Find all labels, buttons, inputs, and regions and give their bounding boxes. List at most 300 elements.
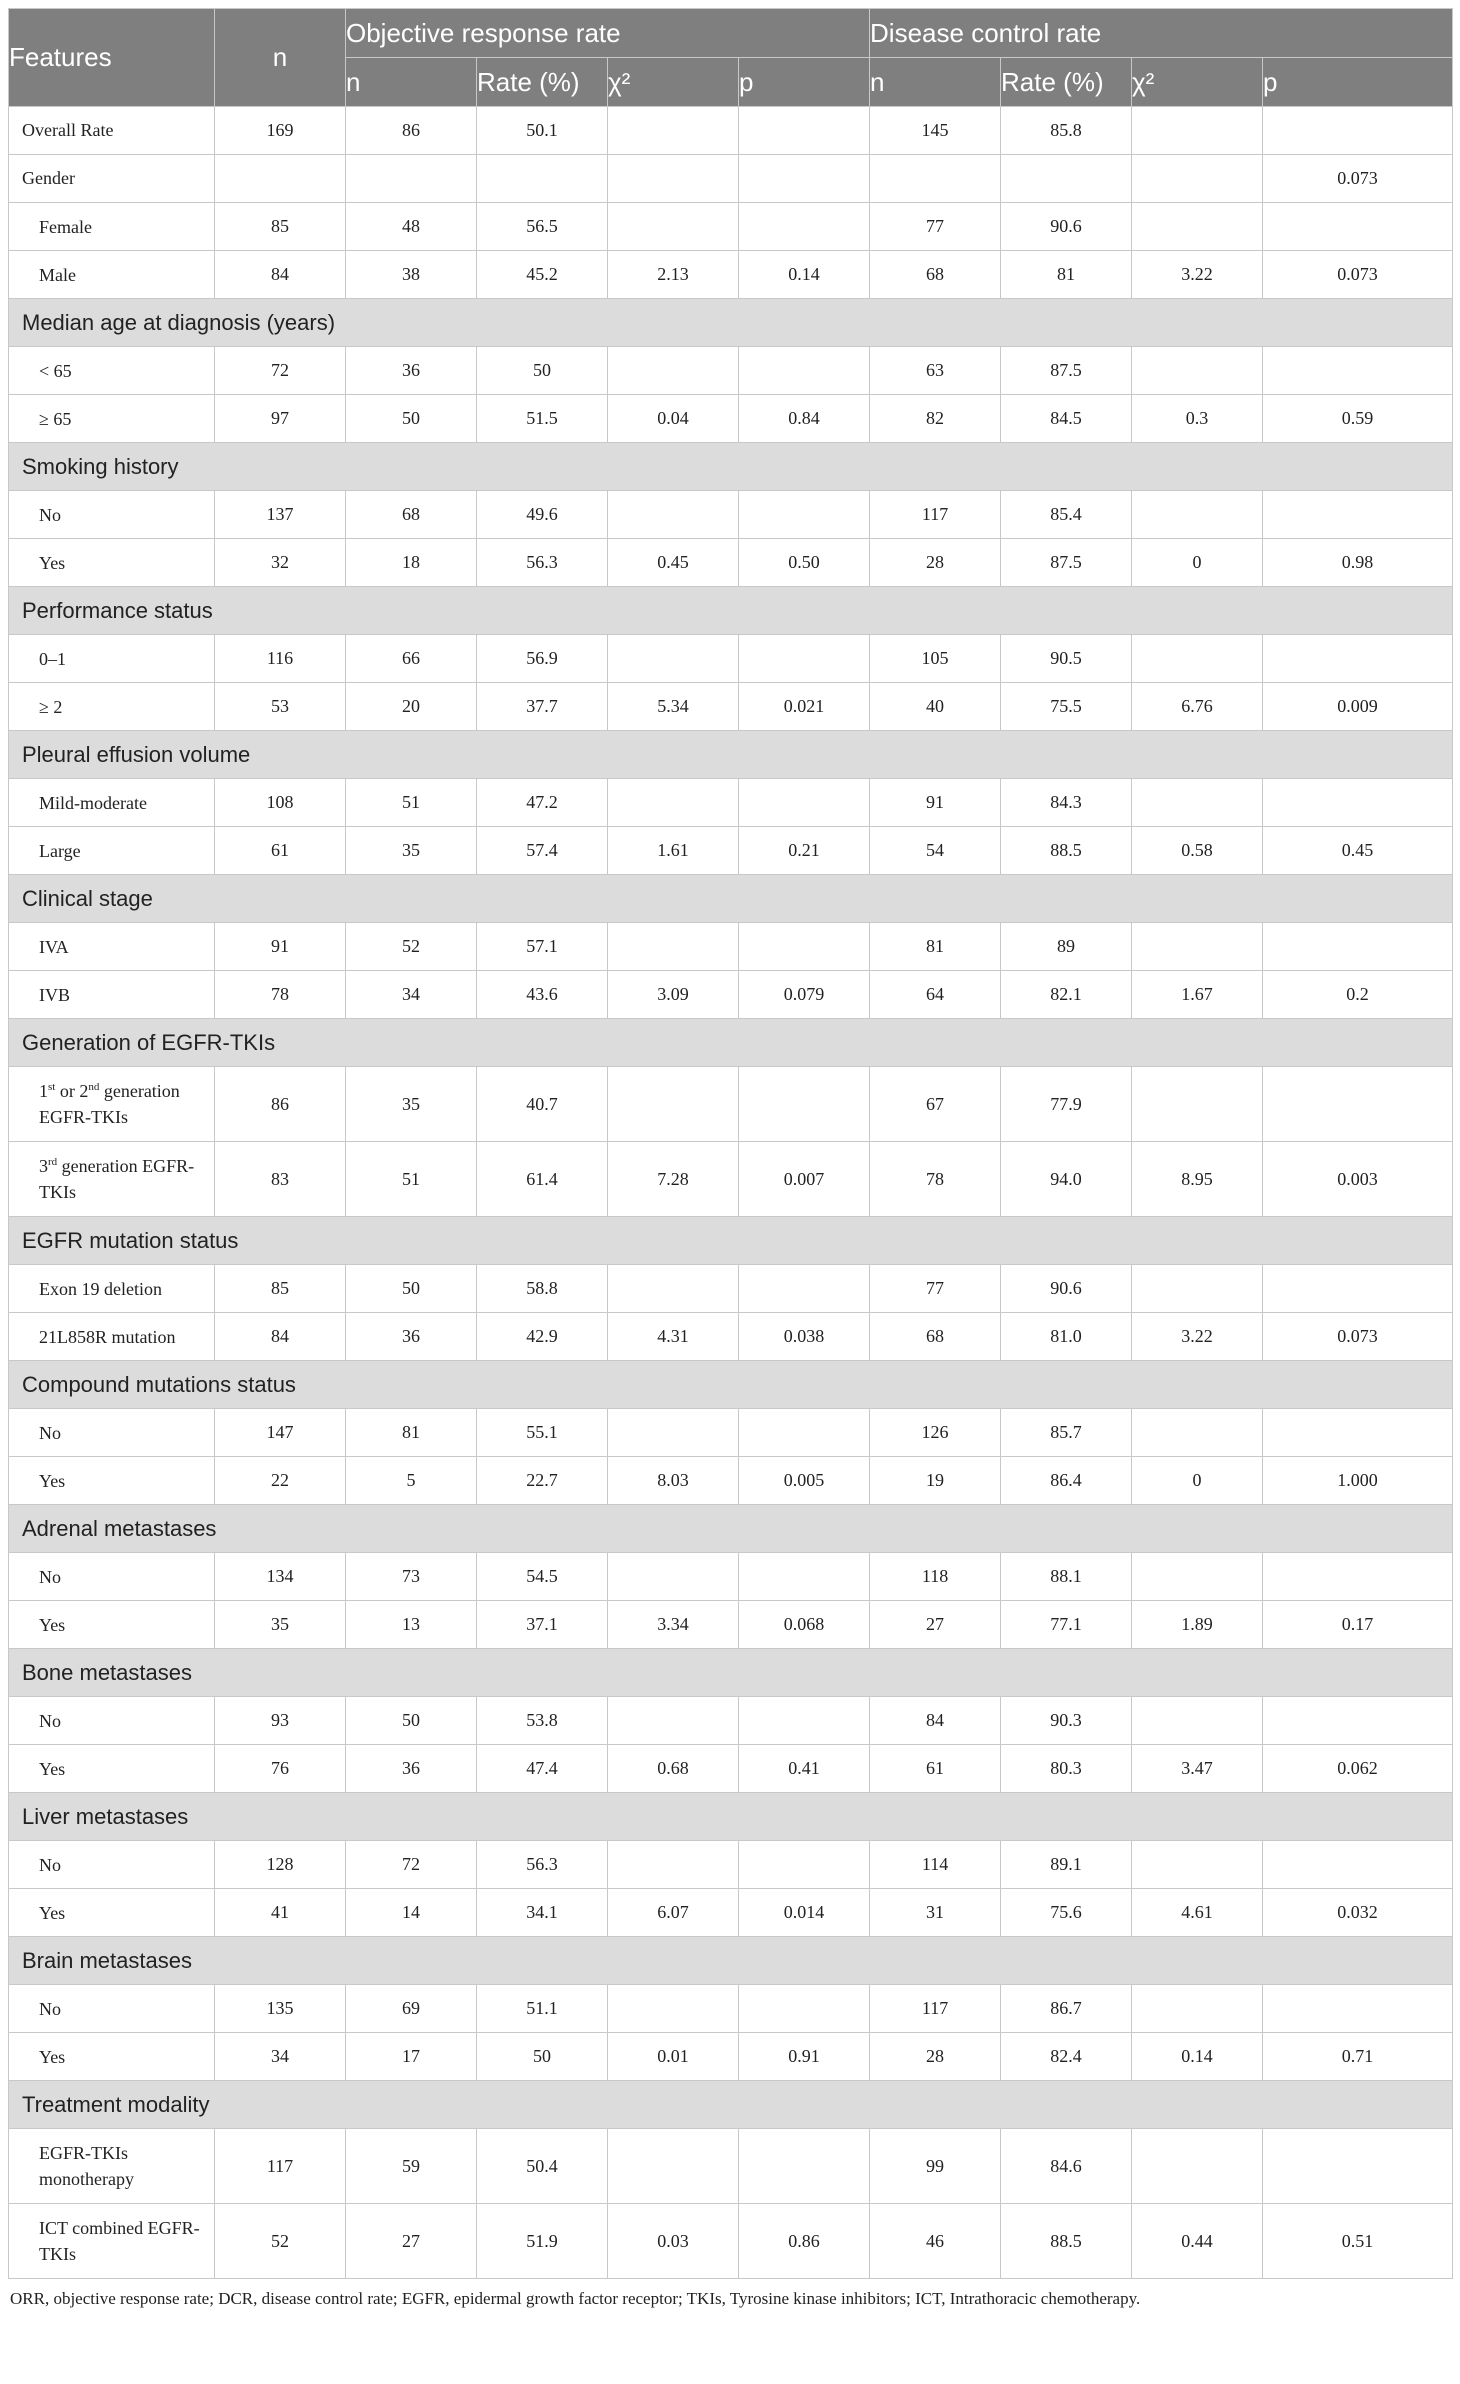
cell-orr-p: 0.005 (739, 1457, 870, 1505)
row-label-text: No (39, 1998, 61, 2019)
cell-orr-rate: 40.7 (477, 1067, 608, 1142)
cell-dcr-chi (1132, 1265, 1263, 1313)
row-label (9, 1553, 215, 1601)
cell-orr-chi: 0.03 (608, 2204, 739, 2279)
row-label: Gender (9, 155, 215, 203)
cell-orr-p: 0.079 (739, 971, 870, 1019)
row-label-text: EGFR-TKIs monotherapy (39, 2143, 134, 2189)
cell-orr-chi (608, 491, 739, 539)
cell-orr-n: 69 (346, 1985, 477, 2033)
header-orr-chi: χ² (608, 58, 739, 107)
cell-orr-p (739, 2129, 870, 2204)
cell-dcr-p: 0.51 (1263, 2204, 1453, 2279)
table-row (9, 971, 1453, 1019)
cell-dcr-chi (1132, 1553, 1263, 1601)
header-orr-n: n (346, 58, 477, 107)
cell-n: 116 (215, 635, 346, 683)
table-row (9, 1313, 1453, 1361)
cell-dcr-chi (1132, 779, 1263, 827)
row-label (9, 203, 215, 251)
cell-orr-n: 17 (346, 2033, 477, 2081)
cell-orr-p (739, 635, 870, 683)
cell-dcr-chi (1132, 347, 1263, 395)
row-label-text: Yes (39, 552, 66, 573)
cell-orr-chi: 3.34 (608, 1601, 739, 1649)
header-orr-rate: Rate (%) (477, 58, 608, 107)
table-row (9, 1457, 1453, 1505)
cell-dcr-n: 40 (870, 683, 1001, 731)
group-label: Bone metastases (9, 1649, 1453, 1697)
cell-dcr-p: 0.2 (1263, 971, 1453, 1019)
cell-dcr-chi (1132, 1409, 1263, 1457)
group-header-row (9, 1217, 1453, 1265)
cell-orr-chi (608, 347, 739, 395)
cell-n: 35 (215, 1601, 346, 1649)
cell-orr-p (739, 923, 870, 971)
header-dcr-group: Disease control rate (870, 9, 1453, 58)
cell-dcr-n: 28 (870, 2033, 1001, 2081)
cell-dcr-rate: 90.5 (1001, 635, 1132, 683)
row-label (9, 347, 215, 395)
cell-orr-rate: 58.8 (477, 1265, 608, 1313)
cell-n: 147 (215, 1409, 346, 1457)
cell-dcr-n: 77 (870, 1265, 1001, 1313)
cell-n: 76 (215, 1745, 346, 1793)
cell-orr-n: 14 (346, 1889, 477, 1937)
cell-orr-n: 20 (346, 683, 477, 731)
group-label: Clinical stage (9, 875, 1453, 923)
header-dcr-p: p (1263, 58, 1453, 107)
cell-orr-n: 68 (346, 491, 477, 539)
cell-orr-rate: 56.3 (477, 539, 608, 587)
cell-dcr-rate: 86.7 (1001, 1985, 1132, 2033)
table-row (9, 1553, 1453, 1601)
cell-orr-p: 0.068 (739, 1601, 870, 1649)
row-label-text: Mild-moderate (39, 792, 147, 813)
row-label-text: No (39, 504, 61, 525)
cell-dcr-p (1263, 1265, 1453, 1313)
table-row (9, 539, 1453, 587)
cell-dcr-p (1263, 2129, 1453, 2204)
label-superscript: nd (88, 1081, 100, 1093)
cell-dcr-p: 0.45 (1263, 827, 1453, 875)
row-label-text (39, 1078, 214, 1130)
cell-orr-rate: 56.3 (477, 1841, 608, 1889)
row-label (9, 1457, 215, 1505)
table-row (9, 1142, 1453, 1217)
cell-dcr-chi (1132, 2129, 1263, 2204)
cell-dcr-rate: 90.3 (1001, 1697, 1132, 1745)
cell-orr-p (739, 107, 870, 155)
cell-dcr-chi: 8.95 (1132, 1142, 1263, 1217)
header-dcr-n: n (870, 58, 1001, 107)
group-label: Performance status (9, 587, 1453, 635)
cell-orr-rate: 51.9 (477, 2204, 608, 2279)
cell-dcr-n: 77 (870, 203, 1001, 251)
row-label-text: No (39, 1854, 61, 1875)
cell-dcr-p (1263, 203, 1453, 251)
cell-orr-rate: 56.9 (477, 635, 608, 683)
cell-dcr-n: 19 (870, 1457, 1001, 1505)
cell-dcr-n: 81 (870, 923, 1001, 971)
cell-dcr-rate: 81 (1001, 251, 1132, 299)
cell-orr-n: 51 (346, 779, 477, 827)
group-header-row (9, 587, 1453, 635)
cell-dcr-p (1263, 1697, 1453, 1745)
cell-dcr-n: 84 (870, 1697, 1001, 1745)
cell-orr-p (739, 491, 870, 539)
table-body (9, 107, 1453, 2279)
row-label-text: Male (39, 264, 76, 285)
table-row (9, 1889, 1453, 1937)
cell-dcr-n: 114 (870, 1841, 1001, 1889)
cell-dcr-chi (1132, 1985, 1263, 2033)
cell-n: 91 (215, 923, 346, 971)
cell-orr-chi (608, 1265, 739, 1313)
cell-n: 61 (215, 827, 346, 875)
cell-dcr-n: 27 (870, 1601, 1001, 1649)
cell-orr-n: 51 (346, 1142, 477, 1217)
cell-dcr-chi (1132, 1067, 1263, 1142)
group-label: Smoking history (9, 443, 1453, 491)
row-label-text: Exon 19 deletion (39, 1278, 162, 1299)
cell-dcr-rate: 77.9 (1001, 1067, 1132, 1142)
cell-orr-rate: 47.2 (477, 779, 608, 827)
table-row (9, 779, 1453, 827)
cell-orr-n: 52 (346, 923, 477, 971)
cell-orr-rate: 45.2 (477, 251, 608, 299)
group-header-row (9, 299, 1453, 347)
cell-dcr-n (870, 155, 1001, 203)
cell-dcr-rate: 89.1 (1001, 1841, 1132, 1889)
cell-dcr-rate: 85.7 (1001, 1409, 1132, 1457)
cell-dcr-p (1263, 1553, 1453, 1601)
table-row (9, 155, 1453, 203)
cell-dcr-rate: 88.1 (1001, 1553, 1132, 1601)
cell-dcr-chi: 3.22 (1132, 251, 1263, 299)
row-label-text: No (39, 1710, 61, 1731)
cell-orr-chi: 0.04 (608, 395, 739, 443)
cell-orr-n: 50 (346, 1697, 477, 1745)
group-label: Treatment modality (9, 2081, 1453, 2129)
row-label (9, 1841, 215, 1889)
group-header-row (9, 875, 1453, 923)
cell-dcr-p: 0.17 (1263, 1601, 1453, 1649)
cell-n: 117 (215, 2129, 346, 2204)
group-label: EGFR mutation status (9, 1217, 1453, 1265)
table-row (9, 251, 1453, 299)
cell-orr-chi: 4.31 (608, 1313, 739, 1361)
cell-n: 22 (215, 1457, 346, 1505)
cell-orr-n: 36 (346, 1313, 477, 1361)
cell-orr-chi: 1.61 (608, 827, 739, 875)
cell-dcr-chi: 0.44 (1132, 2204, 1263, 2279)
cell-dcr-chi: 0.14 (1132, 2033, 1263, 2081)
cell-dcr-n: 68 (870, 251, 1001, 299)
header-dcr-rate: Rate (%) (1001, 58, 1132, 107)
cell-dcr-rate: 88.5 (1001, 827, 1132, 875)
row-label (9, 1313, 215, 1361)
cell-orr-chi: 7.28 (608, 1142, 739, 1217)
cell-orr-p (739, 155, 870, 203)
header-features: Features (9, 9, 215, 107)
cell-dcr-n: 54 (870, 827, 1001, 875)
cell-dcr-chi: 0 (1132, 1457, 1263, 1505)
cell-orr-p: 0.21 (739, 827, 870, 875)
cell-n: 85 (215, 203, 346, 251)
cell-dcr-p (1263, 491, 1453, 539)
cell-dcr-chi: 3.22 (1132, 1313, 1263, 1361)
cell-n: 134 (215, 1553, 346, 1601)
group-label: Median age at diagnosis (years) (9, 299, 1453, 347)
cell-dcr-p: 0.009 (1263, 683, 1453, 731)
cell-n: 84 (215, 1313, 346, 1361)
cell-orr-rate: 49.6 (477, 491, 608, 539)
cell-orr-p: 0.91 (739, 2033, 870, 2081)
cell-dcr-rate: 87.5 (1001, 347, 1132, 395)
row-label (9, 1601, 215, 1649)
results-table (8, 8, 1453, 2279)
table-row (9, 1745, 1453, 1793)
cell-dcr-chi: 6.76 (1132, 683, 1263, 731)
cell-orr-chi: 6.07 (608, 1889, 739, 1937)
cell-orr-chi (608, 1067, 739, 1142)
cell-orr-n: 48 (346, 203, 477, 251)
cell-orr-chi: 2.13 (608, 251, 739, 299)
cell-dcr-n: 117 (870, 491, 1001, 539)
row-label (9, 539, 215, 587)
label-part: 1 (39, 1081, 48, 1101)
cell-dcr-n: 91 (870, 779, 1001, 827)
group-label: Adrenal metastases (9, 1505, 1453, 1553)
cell-dcr-rate: 88.5 (1001, 2204, 1132, 2279)
cell-orr-p (739, 1697, 870, 1745)
cell-dcr-p: 0.003 (1263, 1142, 1453, 1217)
group-header-row (9, 731, 1453, 779)
cell-orr-rate: 54.5 (477, 1553, 608, 1601)
cell-orr-n: 18 (346, 539, 477, 587)
table-row (9, 827, 1453, 875)
row-label-text: No (39, 1566, 61, 1587)
cell-orr-n: 72 (346, 1841, 477, 1889)
cell-dcr-n: 61 (870, 1745, 1001, 1793)
table-row (9, 107, 1453, 155)
cell-dcr-rate: 85.4 (1001, 491, 1132, 539)
row-label: Overall Rate (9, 107, 215, 155)
row-label (9, 683, 215, 731)
row-label (9, 1142, 215, 1217)
cell-n: 52 (215, 2204, 346, 2279)
table-row (9, 347, 1453, 395)
cell-n: 93 (215, 1697, 346, 1745)
cell-dcr-chi (1132, 923, 1263, 971)
cell-orr-n: 50 (346, 1265, 477, 1313)
cell-orr-p (739, 347, 870, 395)
table-row (9, 1265, 1453, 1313)
cell-orr-n: 86 (346, 107, 477, 155)
cell-n: 72 (215, 347, 346, 395)
row-label (9, 923, 215, 971)
cell-orr-rate (477, 155, 608, 203)
cell-dcr-rate: 75.5 (1001, 683, 1132, 731)
cell-orr-chi: 0.68 (608, 1745, 739, 1793)
cell-orr-n: 66 (346, 635, 477, 683)
cell-dcr-rate: 87.5 (1001, 539, 1132, 587)
cell-orr-p: 0.84 (739, 395, 870, 443)
row-label (9, 1985, 215, 2033)
cell-n: 53 (215, 683, 346, 731)
row-label-text: Female (39, 216, 92, 237)
row-label-text: IVA (39, 936, 69, 957)
cell-orr-p (739, 1067, 870, 1142)
row-label-text: No (39, 1422, 61, 1443)
cell-dcr-chi (1132, 1841, 1263, 1889)
cell-n: 84 (215, 251, 346, 299)
cell-orr-chi (608, 1697, 739, 1745)
row-label (9, 2204, 215, 2279)
cell-orr-n (346, 155, 477, 203)
cell-n: 41 (215, 1889, 346, 1937)
table-footnote: ORR, objective response rate; DCR, disease control rate; EGFR, epidermal growth factor receptor; TKIs, Tyrosine kinase inhibitors; ICT, Intrathoracic chemotherapy. (10, 2289, 1141, 2308)
cell-dcr-p: 0.073 (1263, 251, 1453, 299)
cell-n: 135 (215, 1985, 346, 2033)
row-label (9, 779, 215, 827)
cell-dcr-n: 46 (870, 2204, 1001, 2279)
cell-dcr-rate: 94.0 (1001, 1142, 1132, 1217)
cell-dcr-rate: 86.4 (1001, 1457, 1132, 1505)
table-row (9, 2033, 1453, 2081)
cell-dcr-n: 28 (870, 539, 1001, 587)
table-header (9, 9, 1453, 107)
row-label (9, 1265, 215, 1313)
cell-orr-p: 0.038 (739, 1313, 870, 1361)
row-label-text: Yes (39, 2046, 66, 2067)
cell-orr-p: 0.014 (739, 1889, 870, 1937)
cell-orr-p (739, 779, 870, 827)
cell-dcr-rate: 89 (1001, 923, 1132, 971)
cell-orr-chi (608, 923, 739, 971)
table-row (9, 923, 1453, 971)
group-label: Pleural effusion volume (9, 731, 1453, 779)
row-label-text (39, 1153, 214, 1205)
row-label (9, 1697, 215, 1745)
row-label-text: 0–1 (39, 648, 66, 669)
group-header-row (9, 1505, 1453, 1553)
cell-dcr-chi (1132, 635, 1263, 683)
table-row (9, 491, 1453, 539)
cell-n: 85 (215, 1265, 346, 1313)
table-row (9, 1841, 1453, 1889)
cell-dcr-chi (1132, 1697, 1263, 1745)
cell-dcr-p: 0.59 (1263, 395, 1453, 443)
cell-orr-n: 5 (346, 1457, 477, 1505)
table-row (9, 1697, 1453, 1745)
row-label-text: 21L858R mutation (39, 1326, 176, 1347)
cell-dcr-rate: 80.3 (1001, 1745, 1132, 1793)
cell-dcr-p (1263, 1067, 1453, 1142)
cell-orr-chi: 0.01 (608, 2033, 739, 2081)
cell-orr-n: 73 (346, 1553, 477, 1601)
cell-orr-p: 0.41 (739, 1745, 870, 1793)
cell-n: 32 (215, 539, 346, 587)
cell-orr-rate: 57.4 (477, 827, 608, 875)
cell-orr-p (739, 1985, 870, 2033)
label-part: generation EGFR-TKIs (39, 1156, 195, 1202)
row-label (9, 2129, 215, 2204)
row-label-text: Yes (39, 1614, 66, 1635)
cell-orr-p (739, 203, 870, 251)
table-row (9, 2129, 1453, 2204)
cell-n: 169 (215, 107, 346, 155)
cell-orr-rate: 22.7 (477, 1457, 608, 1505)
cell-dcr-n: 117 (870, 1985, 1001, 2033)
cell-dcr-p: 1.000 (1263, 1457, 1453, 1505)
cell-orr-rate: 34.1 (477, 1889, 608, 1937)
group-label: Generation of EGFR-TKIs (9, 1019, 1453, 1067)
label-superscript: rd (48, 1156, 58, 1168)
cell-dcr-chi: 0 (1132, 539, 1263, 587)
cell-orr-p: 0.50 (739, 539, 870, 587)
cell-dcr-rate: 84.6 (1001, 2129, 1132, 2204)
cell-orr-n: 81 (346, 1409, 477, 1457)
cell-orr-chi (608, 779, 739, 827)
cell-dcr-p: 0.98 (1263, 539, 1453, 587)
cell-orr-chi: 5.34 (608, 683, 739, 731)
cell-dcr-p: 0.073 (1263, 1313, 1453, 1361)
cell-dcr-rate: 85.8 (1001, 107, 1132, 155)
cell-dcr-p (1263, 107, 1453, 155)
cell-orr-p: 0.021 (739, 683, 870, 731)
cell-n: 108 (215, 779, 346, 827)
cell-dcr-n: 99 (870, 2129, 1001, 2204)
table-row (9, 1601, 1453, 1649)
cell-dcr-n: 64 (870, 971, 1001, 1019)
cell-orr-chi (608, 1553, 739, 1601)
cell-orr-chi (608, 1985, 739, 2033)
cell-dcr-chi (1132, 203, 1263, 251)
cell-orr-rate: 37.1 (477, 1601, 608, 1649)
cell-dcr-rate (1001, 155, 1132, 203)
cell-dcr-chi: 1.67 (1132, 971, 1263, 1019)
cell-orr-n: 36 (346, 347, 477, 395)
row-label (9, 1889, 215, 1937)
cell-orr-n: 34 (346, 971, 477, 1019)
row-label (9, 2033, 215, 2081)
cell-dcr-chi (1132, 107, 1263, 155)
table-row (9, 395, 1453, 443)
cell-orr-n: 38 (346, 251, 477, 299)
header-orr-group: Objective response rate (346, 9, 870, 58)
cell-orr-p: 0.86 (739, 2204, 870, 2279)
cell-n: 86 (215, 1067, 346, 1142)
cell-orr-rate: 57.1 (477, 923, 608, 971)
cell-n: 78 (215, 971, 346, 1019)
cell-orr-n: 36 (346, 1745, 477, 1793)
cell-orr-chi (608, 1841, 739, 1889)
cell-dcr-chi (1132, 155, 1263, 203)
row-label (9, 1067, 215, 1142)
cell-orr-rate: 43.6 (477, 971, 608, 1019)
cell-dcr-chi: 0.58 (1132, 827, 1263, 875)
group-header-row (9, 1361, 1453, 1409)
cell-orr-rate: 55.1 (477, 1409, 608, 1457)
cell-dcr-p (1263, 779, 1453, 827)
cell-dcr-p: 0.032 (1263, 1889, 1453, 1937)
cell-orr-p: 0.007 (739, 1142, 870, 1217)
cell-orr-n: 35 (346, 827, 477, 875)
group-header-row (9, 2081, 1453, 2129)
table-row (9, 1985, 1453, 2033)
